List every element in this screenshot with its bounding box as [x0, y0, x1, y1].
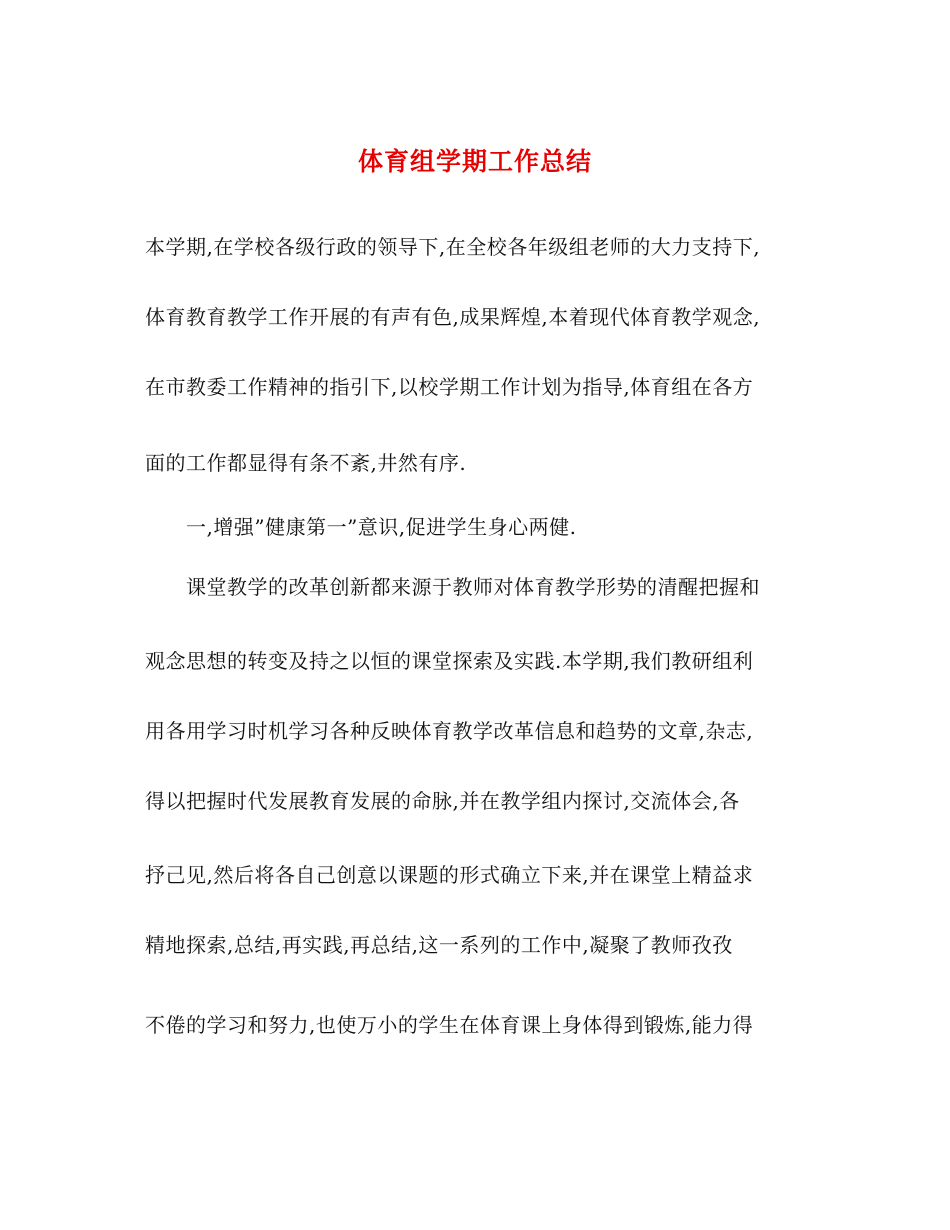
body-line: 课堂教学的改革创新都来源于教师对体育教学形势的清醒把握和 — [186, 575, 760, 599]
body-line: 抒己见,然后将各自己创意以课题的形式确立下来,并在课堂上精益求 — [145, 863, 754, 887]
body-line: 精地探索,总结,再实践,再总结,这一系列的工作中,凝聚了教师孜孜 — [145, 933, 733, 957]
body-line: 得以把握时代发展教育发展的命脉,并在教学组内探讨,交流体会,各 — [145, 789, 740, 813]
body-line: 面的工作都显得有条不紊,井然有序. — [145, 451, 467, 475]
body-line: 用各用学习时机学习各种反映体育教学改革信息和趋势的文章,杂志, — [145, 719, 754, 743]
body-line: 本学期,在学校各级行政的领导下,在全校各年级组老师的大力支持下, — [145, 235, 761, 259]
page-title: 体育组学期工作总结 — [357, 147, 592, 176]
body-line: 在市教委工作精神的指引下,以校学期工作计划为指导,体育组在各方 — [145, 375, 754, 399]
body-line: 不倦的学习和努力,也使万小的学生在体育课上身体得到锻炼,能力得 — [145, 1013, 754, 1037]
body-line: 观念思想的转变及持之以恒的课堂探索及实践.本学期,我们教研组利 — [145, 649, 754, 673]
section-heading: 一,增强”健康第一”意识,促进学生身心两健. — [186, 515, 577, 539]
body-line: 体育教育教学工作开展的有声有色,成果辉煌,本着现代体育教学观念, — [145, 305, 761, 329]
